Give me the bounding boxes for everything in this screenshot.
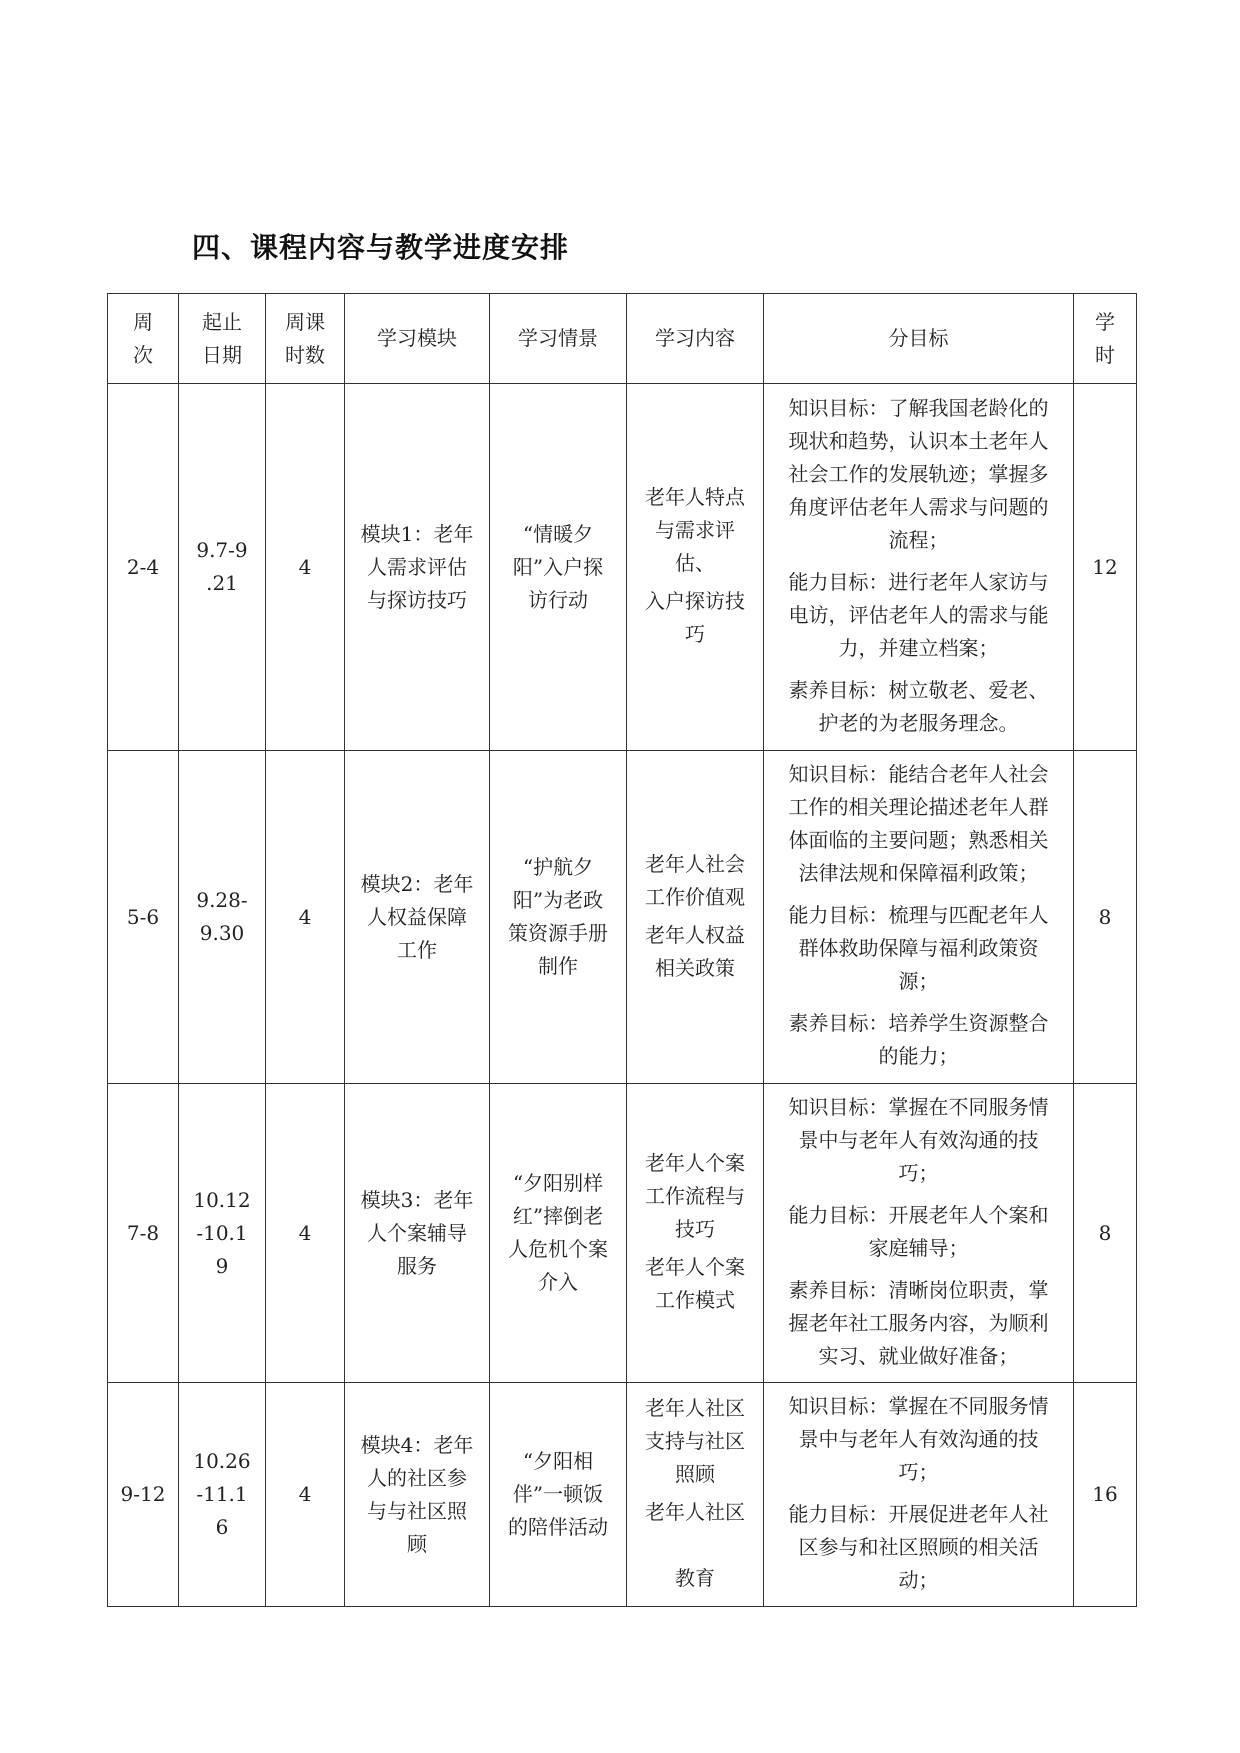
content-item: 老年人权益 相关政策 (645, 922, 745, 980)
dates-cell: 9.28- 9.30 (179, 751, 266, 1084)
knowledge-goal: 知识目标：能结合老年人社会 工作的相关理论描述老年人群 体面临的主要问题；熟悉相关 法律法规和保障福利政策； (788, 762, 1049, 885)
scenario-cell: “护航夕 阳”为老政 策资源手册 制作 (490, 751, 627, 1084)
ability-goal: 能力目标：开展促进老年人社 区参与和社区照顾的相关活 动； (788, 1501, 1049, 1592)
knowledge-goal: 知识目标：掌握在不同服务情 景中与老年人有效沟通的技 巧； (788, 1094, 1049, 1185)
quality-goal: 素养目标：清晰岗位职责，掌 握老年社工服务内容，为顺利 实习、就业做好准备； (788, 1277, 1049, 1368)
header-content: 学习内容 (627, 294, 764, 384)
content-item: 入户探访技 巧 (645, 589, 745, 646)
header-weekly-hours: 周课 时数 (266, 294, 345, 384)
ability-goal: 能力目标：进行老年人家访与 电访，评估老年人的需求与能 力，并建立档案； (788, 569, 1049, 660)
header-hours: 学 时 (1074, 294, 1137, 384)
hours-cell: 8 (1074, 1084, 1137, 1383)
goals-cell (764, 1084, 1074, 1383)
hours-cell: 12 (1074, 384, 1137, 751)
module-cell: 模块1：老年 人需求评估 与探访技巧 (345, 384, 490, 751)
weekly-hours-cell: 4 (266, 751, 345, 1084)
content-cell (627, 1383, 764, 1607)
content-item: 老年人个案 工作流程与 技巧 (645, 1151, 745, 1241)
goals-cell (764, 384, 1074, 751)
content-cell (627, 751, 764, 1084)
weekly-hours-cell: 4 (266, 1084, 345, 1383)
table-row (108, 1383, 1137, 1607)
page-title: 四、课程内容与教学进度安排 (192, 231, 570, 264)
table-row (108, 384, 1137, 751)
week-cell: 2-4 (108, 384, 179, 751)
knowledge-goal: 知识目标：掌握在不同服务情 景中与老年人有效沟通的技 巧； (788, 1393, 1049, 1484)
module-cell: 模块3：老年 人个案辅导 服务 (345, 1084, 490, 1383)
table-row (108, 751, 1137, 1084)
schedule-table (107, 293, 1137, 1607)
knowledge-goal: 知识目标：了解我国老龄化的 现状和趋势，认识本土老年人 社会工作的发展轨迹；掌握多 角度评估老年人需求与问题的 流程； (788, 395, 1049, 552)
module-cell: 模块2：老年 人权益保障 工作 (345, 751, 490, 1084)
scenario-cell: “夕阳相 伴”一顿饭 的陪伴活动 (490, 1383, 627, 1607)
goals-cell (764, 1383, 1074, 1607)
weekly-hours-cell: 4 (266, 1383, 345, 1607)
scenario-cell: “夕阳别样 红”摔倒老 人危机个案 介入 (490, 1084, 627, 1383)
header-module: 学习模块 (345, 294, 490, 384)
content-cell (627, 1084, 764, 1383)
header-scenario: 学习情景 (490, 294, 627, 384)
weekly-hours-cell: 4 (266, 384, 345, 751)
goals-cell (764, 751, 1074, 1084)
ability-goal: 能力目标：梳理与匹配老年人 群体救助保障与福利政策资 源； (788, 903, 1049, 993)
content-cell (627, 384, 764, 751)
hours-cell: 8 (1074, 751, 1137, 1084)
ability-goal: 能力目标：开展老年人个案和 家庭辅导； (788, 1202, 1049, 1260)
week-cell: 7-8 (108, 1084, 179, 1383)
hours-cell: 16 (1074, 1383, 1137, 1607)
content-item: 老年人社区 教育 (645, 1500, 745, 1590)
header-row (108, 294, 1137, 384)
content-item: 老年人个案 工作模式 (645, 1255, 745, 1312)
module-cell: 模块4：老年 人的社区参 与与社区照 顾 (345, 1383, 490, 1607)
content-item: 老年人社会 工作价值观 (645, 851, 745, 909)
header-goals: 分目标 (764, 294, 1074, 384)
header-week: 周 次 (108, 294, 179, 384)
week-cell: 9-12 (108, 1383, 179, 1607)
dates-cell: 10.26 -11.1 6 (179, 1383, 266, 1607)
content-item: 老年人特点 与需求评 估、 (645, 485, 745, 575)
week-cell: 5-6 (108, 751, 179, 1084)
content-item: 老年人社区 支持与社区 照顾 (645, 1396, 745, 1486)
quality-goal: 素养目标：树立敬老、爱老、 护老的为老服务理念。 (788, 677, 1049, 735)
table-row (108, 1084, 1137, 1383)
quality-goal: 素养目标：培养学生资源整合 的能力； (788, 1011, 1049, 1068)
header-dates: 起止 日期 (179, 294, 266, 384)
dates-cell: 10.12 -10.1 9 (179, 1084, 266, 1383)
dates-cell: 9.7-9 .21 (179, 384, 266, 751)
scenario-cell: “情暖夕 阳”入户探 访行动 (490, 384, 627, 751)
